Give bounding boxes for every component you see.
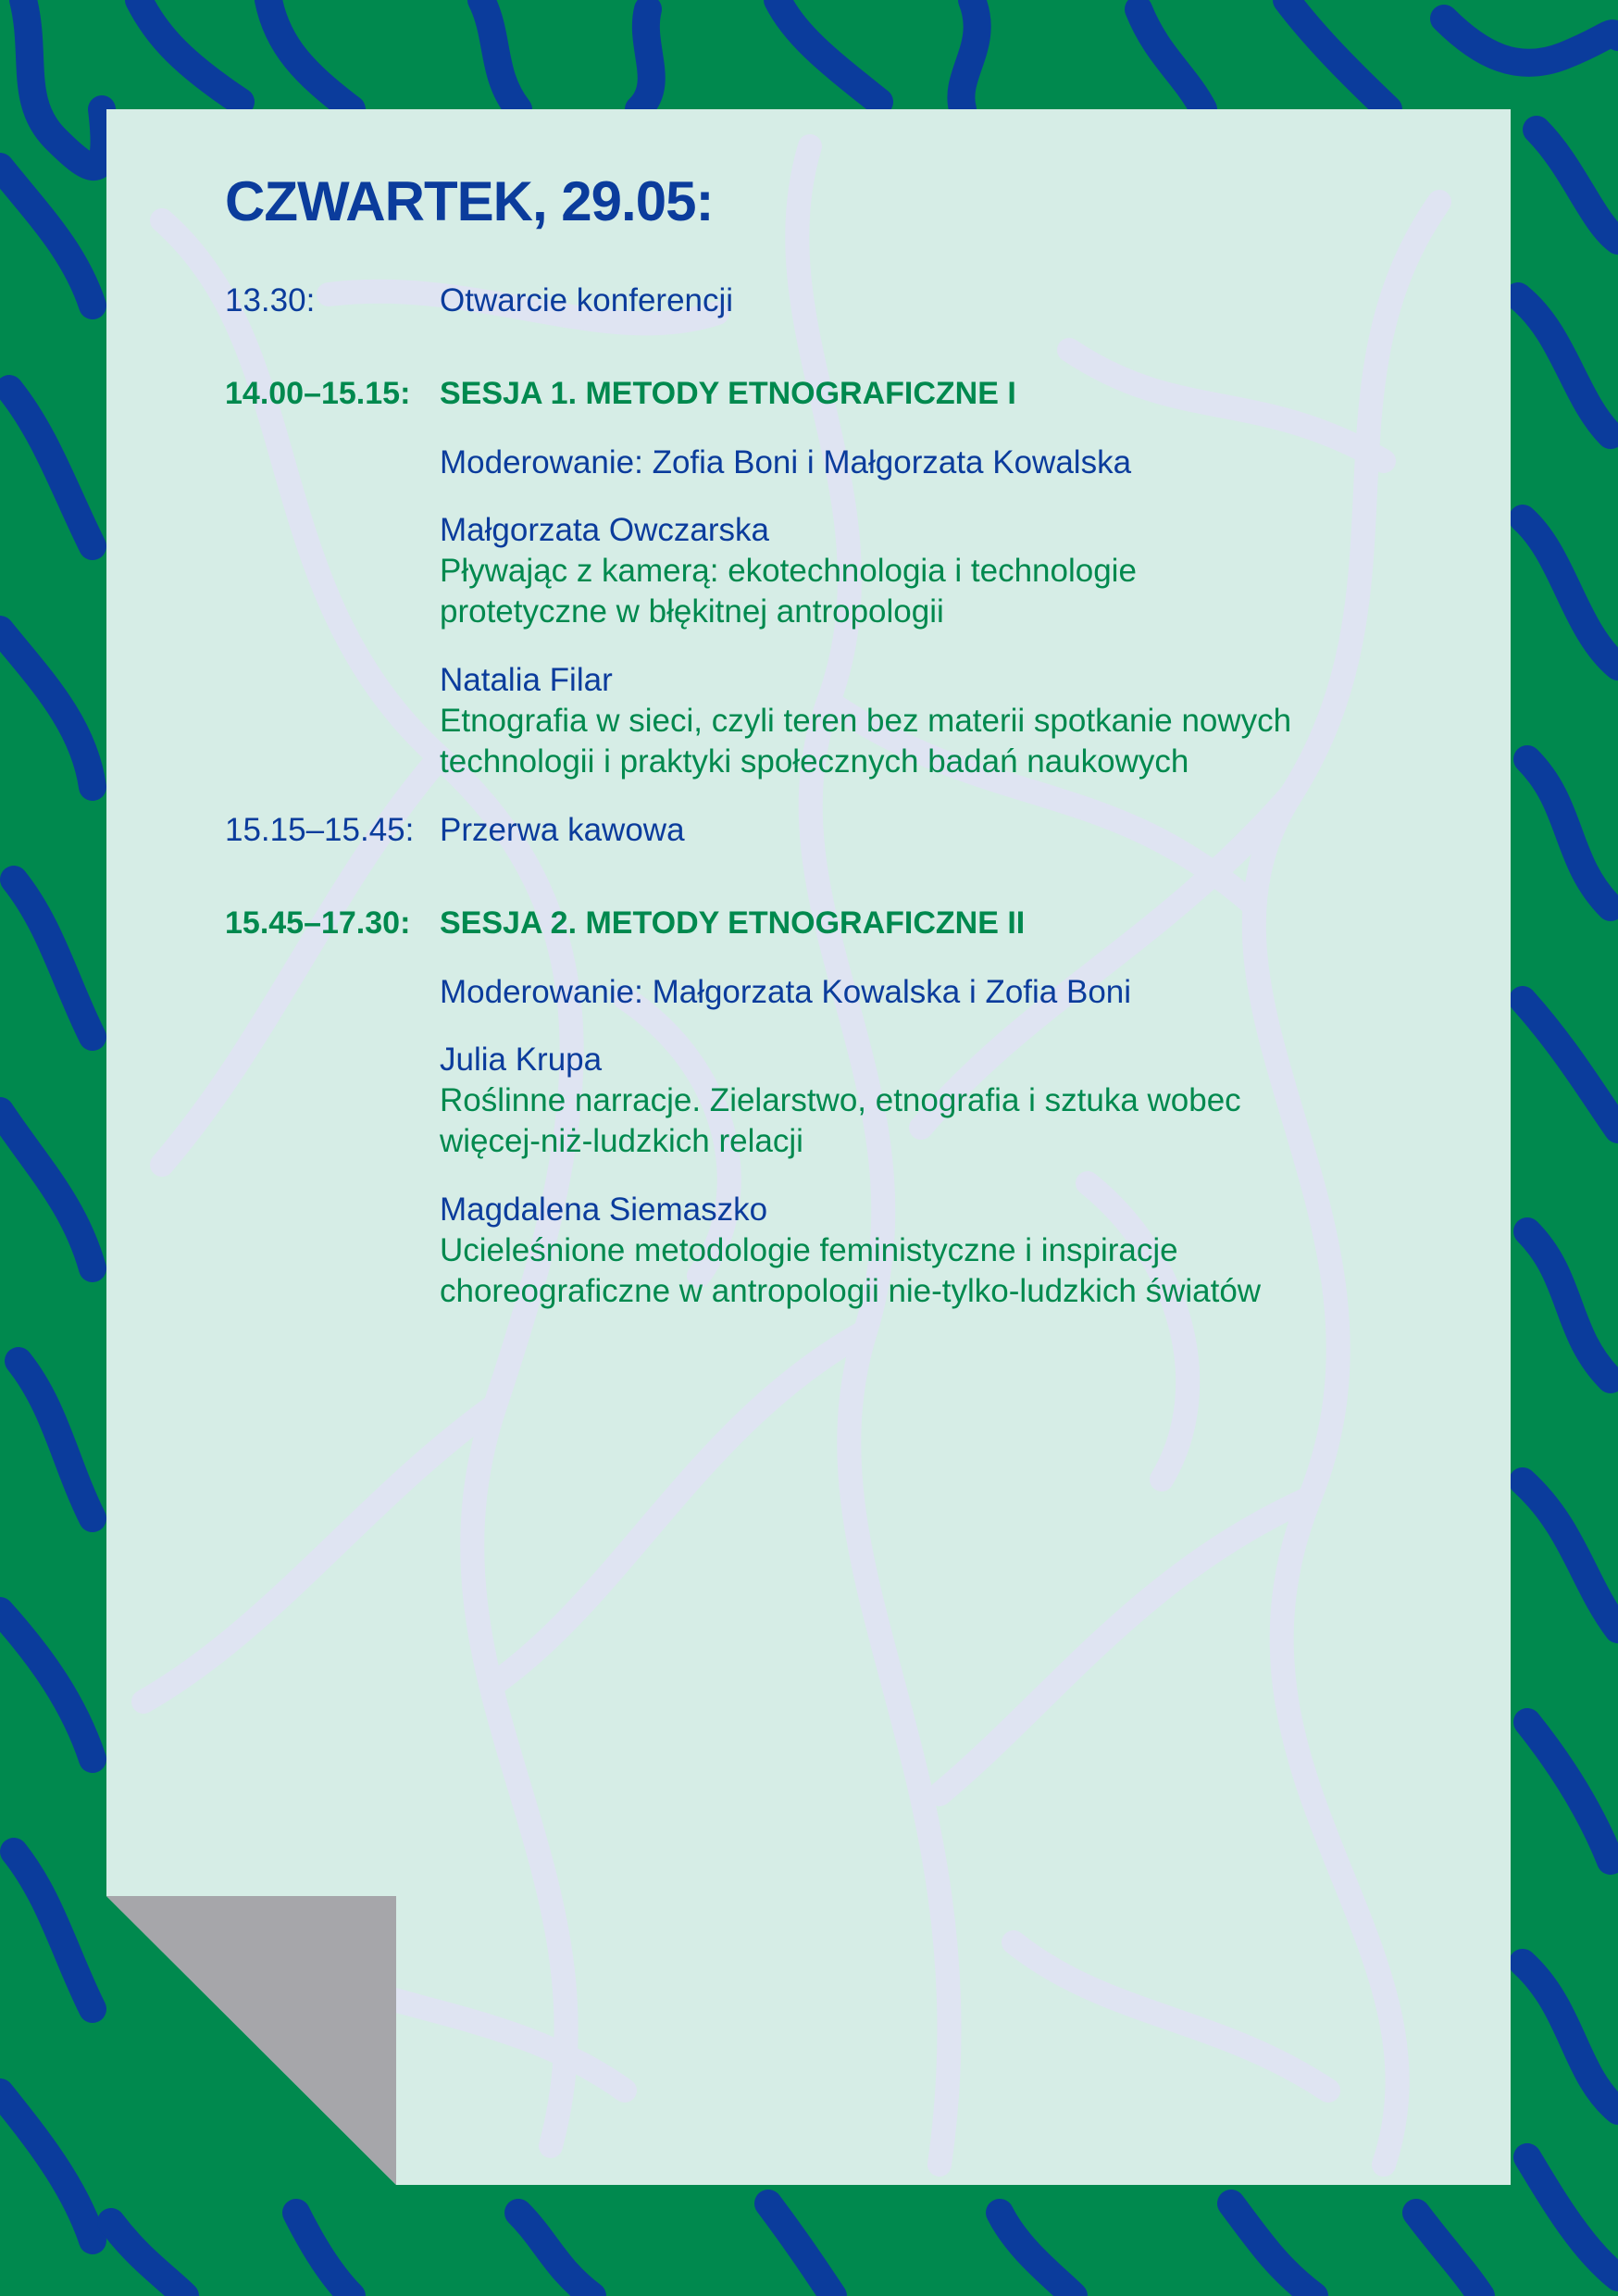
session2-title: SESJA 2. METODY ETNOGRAFICZNE II [440,905,1026,941]
opening-label: Otwarcie konferencji [440,282,734,318]
session1-time: 14.00–15.15: [225,376,411,411]
talk-title-line: technologii i praktyki społecznych badań naukowych [440,743,1189,780]
talk-speaker: Magdalena Siemaszko [440,1192,768,1228]
session1-talk-2 [440,660,1291,782]
talk-title-line: choreograficzne w antropologii nie-tylko-ludzkich światów [440,1273,1262,1309]
talk-speaker: Julia Krupa [440,1042,603,1078]
session1-talk-1 [440,510,1137,632]
opening-time: 13.30: [225,282,316,318]
session2-time: 15.45–17.30: [225,905,411,941]
session2-talk-2 [440,1190,1261,1312]
session1-row [225,373,1016,414]
talk-speaker: Małgorzata Owczarska [440,512,769,548]
session2-moderation: Moderowanie: Małgorzata Kowalska i Zofia Boni [440,974,1132,1010]
talk-title-line: protetyczne w błękitnej antropologii [440,593,944,630]
talk-speaker: Natalia Filar [440,662,613,698]
program-sheet [106,109,1511,2185]
day-heading: CZWARTEK, 29.05: [225,170,714,232]
opening-row [225,281,733,321]
session1-moderation: Moderowanie: Zofia Boni i Małgorzata Kowalska [440,444,1132,480]
talk-title-line: Ucieleśnione metodologie feministyczne i inspiracje [440,1232,1178,1268]
talk-title-line: Etnografia w sieci, czyli teren bez materii spotkanie nowych [440,703,1292,739]
break-row [225,810,685,851]
talk-title-line: więcej-niż-ludzkich relacji [440,1123,803,1159]
talk-title-line: Roślinne narracje. Zielarstwo, etnografia i sztuka wobec [440,1082,1241,1118]
break-label: Przerwa kawowa [440,812,685,848]
program-content [106,109,1511,2185]
session2-row [225,903,1025,943]
session2-talk-1 [440,1040,1241,1162]
break-time: 15.15–15.45: [225,812,415,848]
session1-title: SESJA 1. METODY ETNOGRAFICZNE I [440,376,1016,411]
talk-title-line: Pływając z kamerą: ekotechnologia i technologie [440,553,1137,589]
